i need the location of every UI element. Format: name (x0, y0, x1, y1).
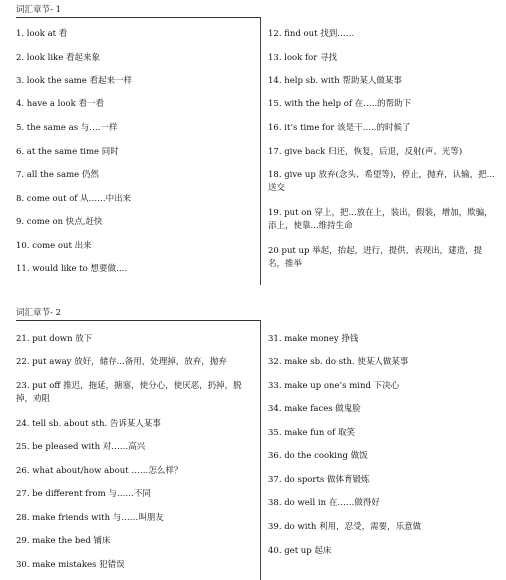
list-item: 17. give back 归还，恢复，后退，反射(声、光等) (268, 147, 463, 157)
list-item: 36. do the cooking 做饭 (268, 451, 368, 461)
list-item: 14. help sb. with 帮助某人做某事 (268, 76, 402, 86)
list-item: 6. at the same time 同时 (16, 147, 119, 157)
list-item: 34. make faces 做鬼脸 (268, 404, 361, 414)
list-item: 9. come on 快点,赶快 (16, 217, 103, 227)
section-title: 词汇章节- 1 (16, 5, 61, 15)
list-item: 26. what about/how about ……怎么样？ (16, 466, 183, 476)
list-item: 2. look like 看起来象 (16, 53, 100, 63)
list-item: 30. make mistakes 犯错误 (16, 560, 125, 570)
list-item: 15. with the help of 在…..的帮助下 (268, 99, 412, 109)
list-item: 10. come out 出来 (16, 241, 92, 251)
list-item: 40. get up 起床 (268, 546, 332, 556)
section-title-rule (16, 320, 260, 321)
list-item: 24. tell sb. about sth. 告诉某人某事 (16, 419, 161, 429)
list-item: 7. all the same 仍然 (16, 170, 99, 180)
list-item: 23. put off 推迟，拖延，搪塞，使分心，使厌恶，扔掉，脱掉，劝阻 (16, 381, 242, 404)
column-divider (260, 320, 261, 580)
list-item: 31. make money 挣钱 (268, 334, 359, 344)
list-item: 13. look for 寻找 (268, 53, 338, 63)
list-item: 33. make up one’s mind 下决心 (268, 381, 400, 391)
list-item: 35. make fun of 取笑 (268, 428, 355, 438)
list-item: 19. put on 穿上，把...放在上，装出，假装，增加，欺骗，添上，使靠...维持生命 (268, 208, 493, 231)
list-item: 28. make friends with 与……叫朋友 (16, 513, 164, 523)
list-item: 8. come out of 从……中出来 (16, 194, 132, 204)
list-item: 38. do well in 在……做得好 (268, 498, 380, 508)
list-item: 11. would like to 想要做…. (16, 264, 128, 274)
section-title-rule (16, 17, 260, 18)
list-item: 3. look the same 看起来一样 (16, 76, 132, 86)
list-item: 29. make the bed 铺床 (16, 536, 111, 546)
list-item: 39. do with 利用，忍受，需要，乐意做 (268, 522, 422, 532)
list-item: 12. find out 找到…… (268, 29, 355, 39)
column-divider (260, 17, 261, 285)
list-item: 1. look at 看 (16, 29, 68, 39)
list-item: 16. it’s time for 该是干…..的时候了 (268, 123, 411, 133)
vocab-section-2 (0, 300, 506, 580)
list-item: 21. put down 放下 (16, 334, 93, 344)
list-item: 37. do sports 做体育锻炼 (268, 475, 370, 485)
list-item: 25. be pleased with 对……高兴 (16, 442, 146, 452)
section-title: 词汇章节- 2 (16, 308, 61, 318)
list-item: 27. be different from 与……不同 (16, 489, 151, 499)
list-item: 18. give up 放弃(念头、希望等)，停止，抛弃，认输，把...送交 (268, 170, 495, 193)
list-item: 20 put up 举起，抬起，进行，提供，表现出，建造，提名，推举 (268, 246, 483, 269)
list-item: 4. have a look 看一看 (16, 99, 104, 109)
list-item: 5. the same as 与….一样 (16, 123, 118, 133)
list-item: 22. put away 放好，储存...备用，处理掉，放弃，抛弃 (16, 357, 227, 367)
list-item: 32. make sb. do sth. 使某人做某事 (268, 357, 409, 367)
